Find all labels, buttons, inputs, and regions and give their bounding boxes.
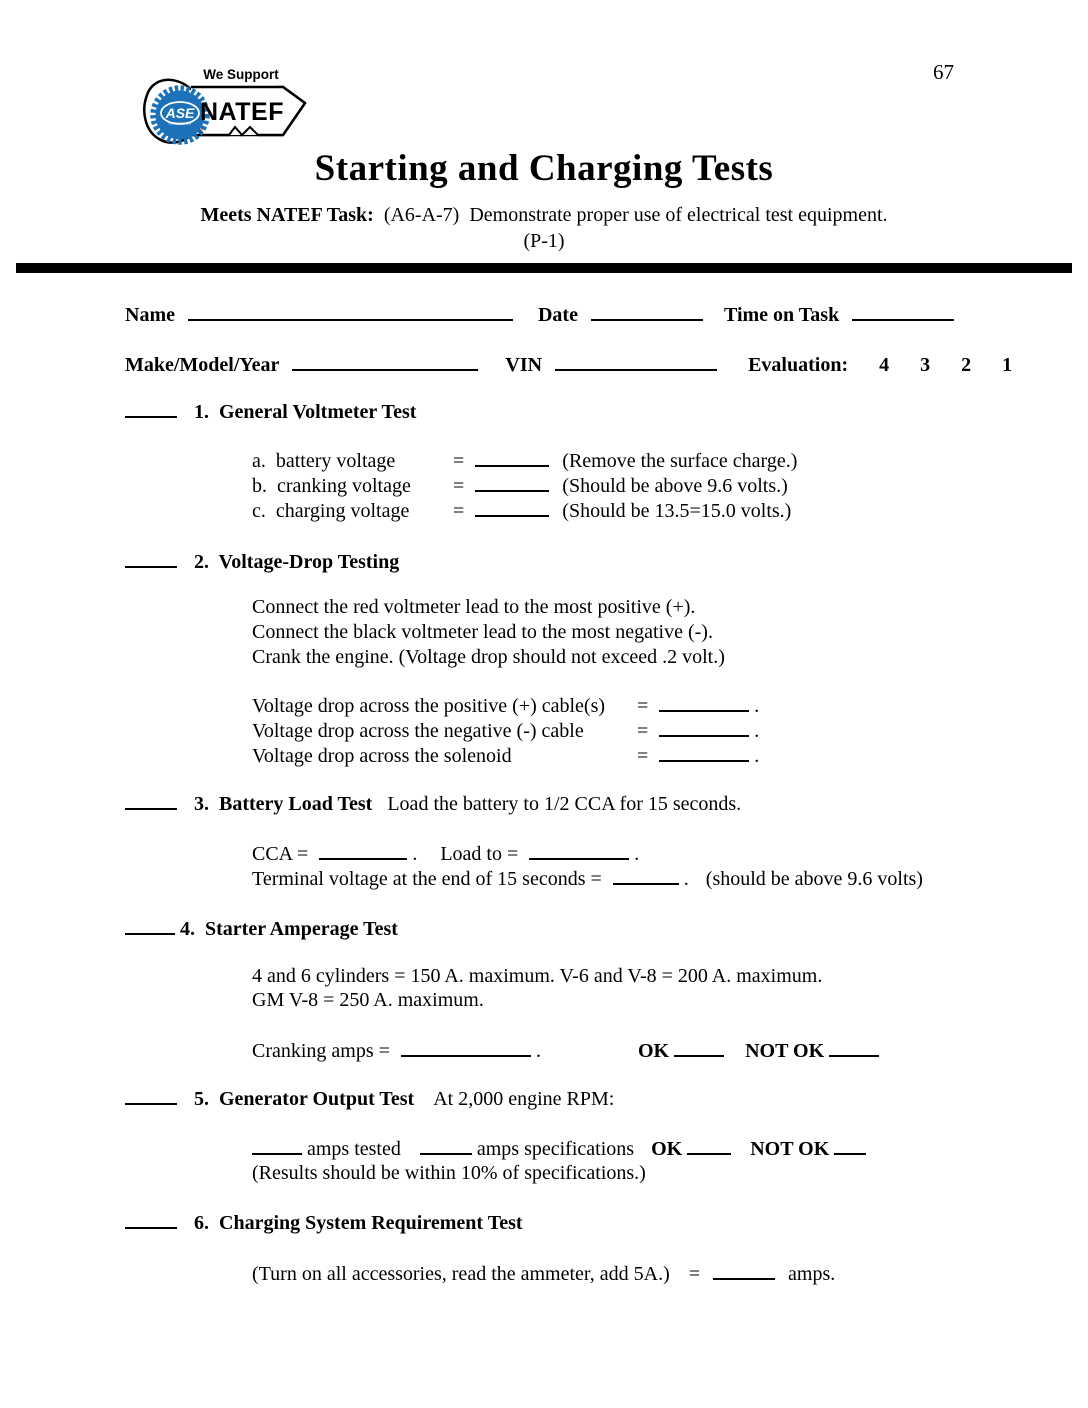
task-line [0,203,1088,228]
charging-voltage-field [475,501,549,517]
item-label: c. charging voltage [252,500,410,522]
section4-title: 4. Starter Amperage Test [180,918,398,940]
load-to-field [529,844,629,860]
load-to-label: Load to = [440,843,519,865]
section2-header [125,550,399,575]
amps-suffix: amps. [788,1263,836,1285]
ase-certified-text: CERTIFIED [168,121,192,126]
period: . [754,745,760,767]
equals-sign: = [688,1263,701,1285]
section1-header [125,400,416,425]
name-field [188,305,513,321]
section1-grade-field [125,402,177,418]
terminal-voltage-label: Terminal voltage at the end of 15 seconds = [252,868,602,890]
charging-amps-field [713,1264,775,1280]
ok-label: OK [651,1138,683,1160]
drop-label: Voltage drop across the negative (-) cable [252,720,584,742]
section3-subtitle: Load the battery to 1/2 CCA for 15 seconds. [387,793,742,815]
section1-item-c [252,499,791,524]
instruction-line: Connect the red voltmeter lead to the most positive (+). [252,596,696,618]
time-on-task-field [852,305,954,321]
equals-sign: = [453,500,465,522]
equals-sign: = [453,450,465,472]
equals-sign: = [453,475,465,497]
vin-label: VIN [505,354,543,376]
instruction-line: Crank the engine. (Voltage drop should not exceed .2 volt.) [252,646,725,668]
cca-field [319,844,407,860]
time-on-task-label: Time on Task [723,304,840,326]
drop-label: Voltage drop across the positive (+) cable(s) [252,695,606,717]
period: . [754,695,760,717]
drop-positive-field [659,696,749,712]
section4-grade-field [125,919,175,935]
not-ok-label: NOT OK [750,1138,830,1160]
make-model-year-label: Make/Model/Year [125,354,280,376]
date-label: Date [537,304,578,326]
not-ok-label: NOT OK [745,1040,825,1062]
section3-grade-field [125,794,177,810]
equals-sign: = [637,720,649,742]
name-label: Name [125,304,175,326]
battery-voltage-field [475,451,549,467]
cranking-amps-row [252,1039,879,1064]
item-label: b. cranking voltage [252,475,411,497]
natef-ase-logo [133,57,308,157]
priority-label: (P-1) [523,230,565,252]
period: . [412,843,418,865]
results-note: (Results should be within 10% of specifications.) [252,1162,646,1184]
page-title: Starting and Charging Tests [314,148,774,189]
divider-bar [16,263,1072,273]
evaluation-score-1: 1 [1002,354,1013,376]
task-text: (A6-A-7) Demonstrate proper use of electrical test equipment. [373,204,888,226]
equals-sign: = [637,745,649,767]
natef-wordmark: NATEF [200,98,284,126]
ok-field [687,1139,731,1155]
cca-label: CCA = [252,843,309,865]
registered-mark: ® [198,129,204,135]
evaluation-score-3: 3 [920,354,931,376]
drop-negative-field [659,721,749,737]
cranking-amps-field [401,1041,531,1057]
info-row-vehicle [125,353,1012,378]
instruction-line: Connect the black voltmeter lead to the most negative (-). [252,621,713,643]
evaluation-score-2: 2 [961,354,972,376]
amperage-spec-line: GM V-8 = 250 A. maximum. [252,989,484,1011]
section1-item-a [252,449,797,474]
section1-title: 1. General Voltmeter Test [194,401,417,423]
item-note: (Should be above 9.6 volts.) [562,475,788,497]
voltage-drop-positive-row [252,694,759,719]
amps-spec-label: amps specifications [476,1138,635,1160]
section2-title: 2. Voltage-Drop Testing [194,551,400,573]
section6-title: 6. Charging System Requirement Test [194,1212,523,1234]
item-note: (Remove the surface charge.) [562,450,798,472]
amperage-spec-line: 4 and 6 cylinders = 150 A. maximum. V-6 and V-8 = 200 A. maximum. [252,965,823,987]
terminal-voltage-row [252,867,923,892]
section3-title: 3. Battery Load Test [194,793,373,815]
period: . [634,843,640,865]
page-number: 67 [933,60,954,84]
section3-header [125,792,741,817]
item-note: (Should be 13.5=15.0 volts.) [562,500,792,522]
section5-header [125,1087,614,1112]
voltage-drop-negative-row [252,719,759,744]
cranking-amps-label: Cranking amps = [252,1040,390,1062]
section6-grade-field [125,1213,177,1229]
evaluation-score-4: 4 [879,354,890,376]
amps-spec-field [420,1139,472,1155]
equals-sign: = [637,695,649,717]
cca-load-row [252,842,639,867]
ok-label: OK [637,1040,670,1062]
section6-header [125,1211,523,1236]
cranking-voltage-field [475,476,549,492]
drop-label: Voltage drop across the solenoid [252,745,512,767]
section1-item-b [252,474,788,499]
item-label: a. battery voltage [252,450,396,472]
charging-requirement-text: (Turn on all accessories, read the ammeter, add 5A.) [252,1263,670,1285]
section5-grade-field [125,1089,177,1105]
charging-requirement-row [252,1262,835,1287]
terminal-voltage-field [613,869,679,885]
task-label: Meets NATEF Task: [200,204,374,226]
not-ok-field [834,1139,866,1155]
not-ok-field [829,1041,879,1057]
period: . [754,720,760,742]
amps-tested-field [252,1139,302,1155]
vin-field [555,355,717,371]
section5-subtitle: At 2,000 engine RPM: [433,1088,615,1110]
ok-field [674,1041,724,1057]
period: . [535,1040,541,1062]
voltage-drop-solenoid-row [252,744,759,769]
period: . [683,868,689,890]
terminal-voltage-note: (should be above 9.6 volts) [705,868,923,890]
section4-header [125,917,398,942]
drop-solenoid-field [659,746,749,762]
make-model-year-field [292,355,478,371]
we-support-text: We Support [203,67,279,82]
info-row-name [125,303,954,328]
ase-gear-text: ASE [165,105,195,121]
date-field [591,305,703,321]
generator-output-row [252,1137,866,1162]
section2-grade-field [125,552,177,568]
evaluation-label: Evaluation: [748,354,849,376]
section5-title: 5. Generator Output Test [194,1088,415,1110]
amps-tested-label: amps tested [307,1138,401,1160]
